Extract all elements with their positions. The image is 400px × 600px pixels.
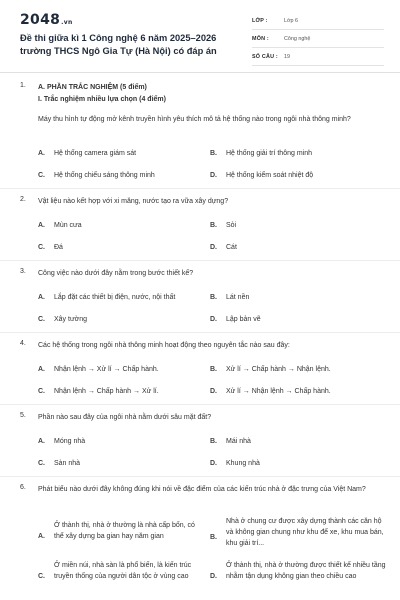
option-letter: C.	[38, 244, 45, 251]
option-letter: D.	[210, 460, 217, 467]
question-text: Vật liệu nào kết hợp với xi măng, nước tạo ra vữa xây dựng?	[38, 198, 229, 205]
option-letter: A.	[38, 438, 45, 445]
option-letter: A.	[38, 222, 45, 229]
option-text: Mùn cưa	[54, 222, 82, 229]
meta-count-value: 19	[284, 53, 290, 60]
meta-class-key: LỚP :	[252, 17, 268, 24]
question-number: 1.	[20, 82, 26, 89]
option-text: Lát nền	[226, 294, 250, 301]
page-title: Đề thi giữa kì 1 Công nghệ 6 năm 2025–2026 trường THCS Ngô Gia Tự (Hà Nội) có đáp án	[20, 33, 217, 56]
logo-tld: .vn	[61, 19, 73, 26]
meta-subject	[252, 30, 384, 48]
option-text: Đá	[54, 244, 63, 251]
header-divider	[0, 72, 400, 73]
option-letter: C.	[38, 172, 45, 179]
question-divider	[0, 260, 400, 261]
question-number: 5.	[20, 412, 26, 419]
option-text: Ở thành thị, nhà ở thường là nhà cấp bốn, có thể xây dựng ba gian hay năm gian	[54, 522, 195, 540]
question-number: 6.	[20, 484, 26, 491]
option-letter: D.	[210, 573, 217, 580]
meta-count	[252, 48, 384, 66]
option-text: Sàn nhà	[54, 460, 81, 467]
option-letter: D.	[210, 388, 217, 395]
option-text: Nhận lệnh → Xử lí → Chấp hành.	[54, 366, 159, 373]
option-text: Xử lí → Chấp hành → Nhận lệnh.	[226, 366, 331, 373]
option-letter: D.	[210, 316, 217, 323]
option-text: Lập bản vẽ	[226, 316, 261, 323]
option-text: Hệ thống camera giám sát	[54, 150, 137, 157]
option-letter: D.	[210, 172, 217, 179]
option-letter: C.	[38, 460, 45, 467]
option-letter: B.	[210, 222, 217, 229]
option-text: Ở miền núi, nhà sàn là phổ biến, là kiến trúc truyền thống của người dân tộc ở vùng cao	[54, 562, 192, 580]
logo-text: 2048	[20, 12, 61, 28]
option-text: Lắp đặt các thiết bị điện, nước, nội thất	[54, 294, 176, 301]
option-text: Khung nhà	[226, 460, 260, 467]
option-letter: B.	[210, 366, 217, 373]
option-letter: A.	[38, 533, 45, 540]
question-number: 4.	[20, 340, 26, 347]
meta-class	[252, 12, 384, 30]
section-title: A. PHẦN TRẮC NGHIỆM (5 điểm)	[38, 84, 147, 91]
option-letter: A.	[38, 294, 45, 301]
option-letter: B.	[210, 150, 217, 157]
meta-subject-value: Công nghệ	[284, 35, 311, 42]
question-text: Công việc nào dưới đây nằm trong bước thiết kế?	[38, 270, 194, 277]
option-letter: C.	[38, 388, 45, 395]
option-text: Hệ thống kiểm soát nhiệt độ	[226, 172, 314, 179]
option-text: Nhận lệnh → Chấp hành → Xử lí.	[54, 388, 159, 395]
option-letter: A.	[38, 366, 45, 373]
option-letter: A.	[38, 150, 45, 157]
option-text: Ở thành thị, nhà ở thường được thiết kế nhiều tầng nhằm tận dụng không gian theo chiều cao	[226, 562, 386, 580]
question-text: Máy thu hình tự động mở kênh truyền hình yêu thích mô tả hệ thống nào trong ngôi nhà thông minh?	[38, 116, 351, 123]
subsection-title: I. Trắc nghiệm nhiều lựa chọn (4 điểm)	[38, 96, 166, 103]
question-text: Phần nào sau đây của ngôi nhà nằm dưới sâu mặt đất?	[38, 414, 212, 421]
option-letter: C.	[38, 316, 45, 323]
question-text: Phát biểu nào dưới đây không đúng khi nói về đặc điểm của các kiến trúc nhà ở đặc trưng của Việt Nam?	[38, 486, 366, 493]
option-text: Sỏi	[226, 222, 237, 229]
question-number: 2.	[20, 196, 26, 203]
option-text: Hệ thống giải trí thông minh	[226, 150, 312, 157]
option-text: Hệ thống chiếu sáng thông minh	[54, 172, 155, 179]
option-text: Xây tường	[54, 316, 88, 323]
question-text: Các hệ thống trong ngôi nhà thông minh hoạt động theo nguyên tắc nào sau đây:	[38, 342, 290, 349]
site-logo[interactable]	[20, 12, 73, 28]
question-number: 3.	[20, 268, 26, 275]
option-letter: B.	[210, 294, 217, 301]
option-text: Xử lí → Nhận lệnh → Chấp hành.	[226, 388, 331, 395]
option-letter: C.	[38, 573, 45, 580]
meta-count-key: SỐ CÂU :	[252, 53, 278, 60]
page-header	[0, 0, 400, 72]
option-letter: B.	[210, 438, 217, 445]
option-text: Mái nhà	[226, 438, 251, 445]
option-text: Móng nhà	[54, 438, 86, 445]
option-text: Nhà ở chung cư được xây dựng thành các căn hộ và không gian chung như khu để xe, khu mua bán, khu giải trí...	[226, 518, 384, 547]
option-letter: B.	[210, 534, 217, 541]
question-divider	[0, 332, 400, 333]
option-letter: D.	[210, 244, 217, 251]
question-divider	[0, 188, 400, 189]
question-divider	[0, 404, 400, 405]
meta-subject-key: MÔN :	[252, 35, 269, 42]
exam-meta	[252, 12, 384, 66]
option-text: Cát	[226, 244, 237, 251]
meta-class-value: Lớp 6	[284, 17, 299, 24]
question-divider	[0, 476, 400, 477]
